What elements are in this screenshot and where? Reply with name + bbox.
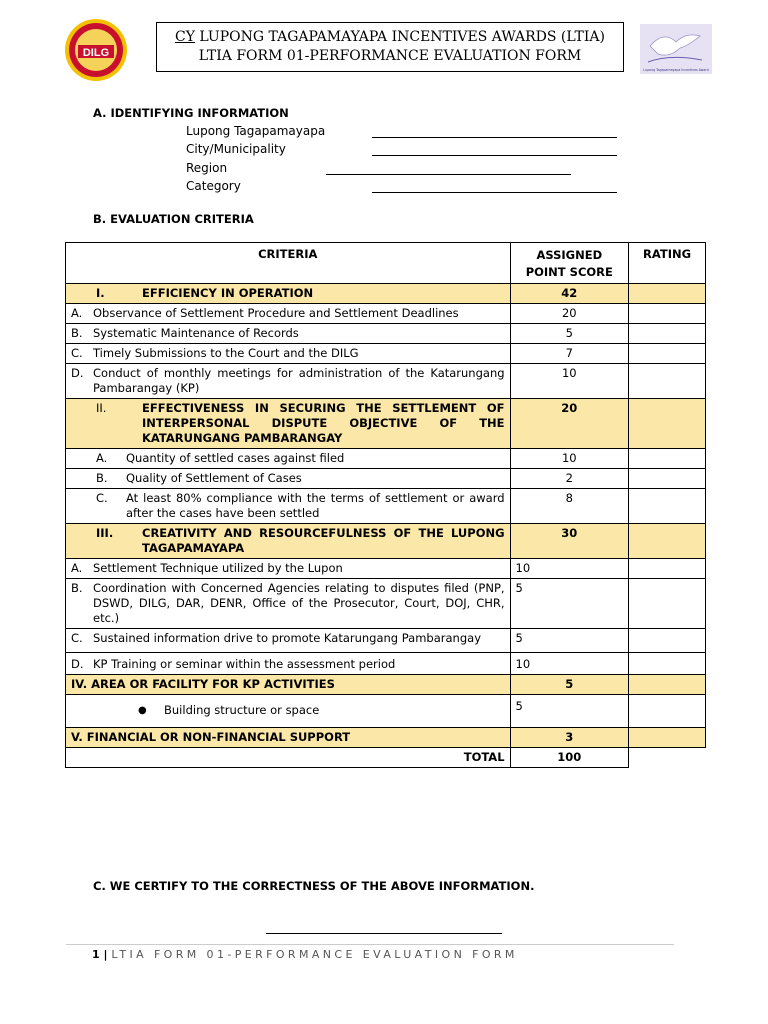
table-row: IV. AREA OR FACILITY FOR KP ACTIVITIES 5 [66, 675, 706, 695]
table-row: B. Quality of Settlement of Cases 2 [66, 469, 706, 489]
rating-cell[interactable] [629, 364, 706, 399]
field-line-city[interactable] [372, 155, 617, 156]
section-c-heading: C. WE CERTIFY TO THE CORRECTNESS OF THE ABOVE INFORMATION. [93, 879, 535, 893]
field-label-region: Region [186, 161, 228, 175]
ltia-logo [640, 24, 712, 74]
table-row: C. Sustained information drive to promote Katarungang Pambarangay 5 [66, 629, 706, 653]
page-footer: 1 | LTIA FORM 01-PERFORMANCE EVALUATION FORM [92, 948, 518, 961]
dilg-logo [64, 18, 128, 82]
rating-cell[interactable] [629, 653, 706, 675]
ltia-logo-caption: Lupong Tagapamayapa Incentives Award [643, 68, 709, 72]
field-label-category: Category [186, 179, 241, 193]
form-title-line1: CY LUPONG TAGAPAMAYAPA INCENTIVES AWARDS (LTIA) [174, 29, 605, 45]
field-line-region[interactable] [326, 174, 571, 175]
form-title-line2: LTIA FORM 01-PERFORMANCE EVALUATION FORM [198, 48, 582, 64]
table-header-row [66, 243, 706, 284]
col-header-criteria: CRITERIA [66, 243, 511, 284]
table-row: I. EFFICIENCY IN OPERATION 42 [66, 284, 706, 304]
col-header-rating: RATING [629, 243, 706, 284]
total-value: 100 [510, 748, 629, 768]
rating-cell[interactable] [629, 695, 706, 728]
rating-cell[interactable] [629, 629, 706, 653]
field-label-lupong: Lupong Tagapamayapa [186, 124, 326, 138]
table-row: D. Conduct of monthly meetings for administration of the Katarungang Pambarangay (KP) 10 [66, 364, 706, 399]
rating-cell[interactable] [629, 675, 706, 695]
table-row: B. Systematic Maintenance of Records 5 [66, 324, 706, 344]
rating-cell[interactable] [629, 489, 706, 524]
section-b-heading: B. EVALUATION CRITERIA [93, 212, 254, 226]
rating-cell[interactable] [629, 469, 706, 489]
rating-cell[interactable] [629, 399, 706, 449]
rating-cell[interactable] [629, 344, 706, 364]
table-row: D. KP Training or seminar within the assessment period 10 [66, 653, 706, 675]
table-row: V. FINANCIAL OR NON-FINANCIAL SUPPORT 3 [66, 728, 706, 748]
rating-cell[interactable] [629, 524, 706, 559]
rating-cell[interactable] [629, 449, 706, 469]
table-row: B. Coordination with Concerned Agencies relating to disputes filed (PNP, DSWD, DILG, DAR, DENR, Office of the Prosecutor, Court, DOJ, CHR, etc.) 5 [66, 579, 706, 629]
form-title-box [156, 22, 624, 72]
table-row: ● Building structure or space 5 [66, 695, 706, 728]
rating-cell[interactable] [629, 579, 706, 629]
rating-cell[interactable] [629, 284, 706, 304]
field-line-lupong[interactable] [372, 137, 617, 138]
total-row [66, 748, 706, 768]
evaluation-criteria-table [65, 242, 706, 768]
signature-line[interactable] [266, 933, 502, 934]
col-header-score: ASSIGNED POINT SCORE [510, 243, 629, 284]
table-row: A. Quantity of settled cases against filed 10 [66, 449, 706, 469]
footer-divider [66, 944, 674, 945]
table-row: C. Timely Submissions to the Court and the DILG 7 [66, 344, 706, 364]
rating-cell[interactable] [629, 304, 706, 324]
field-line-category[interactable] [372, 192, 617, 193]
table-row: III. CREATIVITY AND RESOURCEFULNESS OF THE LUPONG TAGAPAMAYAPA 30 [66, 524, 706, 559]
rating-cell[interactable] [629, 559, 706, 579]
field-label-city: City/Municipality [186, 142, 286, 156]
svg-text:DILG: DILG [82, 47, 110, 59]
section-a-heading: A. IDENTIFYING INFORMATION [93, 106, 289, 120]
table-row: C. At least 80% compliance with the terms of settlement or award after the cases have been settled 8 [66, 489, 706, 524]
rating-cell[interactable] [629, 324, 706, 344]
table-row: A. Observance of Settlement Procedure and Settlement Deadlines 20 [66, 304, 706, 324]
table-row: A. Settlement Technique utilized by the Lupon 10 [66, 559, 706, 579]
total-label: TOTAL [66, 748, 511, 768]
table-row: II. EFFECTIVENESS IN SECURING THE SETTLEMENT OF INTERPERSONAL DISPUTE OBJECTIVE OF THE KATARUNGANG PAMBARANGAY 20 [66, 399, 706, 449]
rating-cell[interactable] [629, 728, 706, 748]
